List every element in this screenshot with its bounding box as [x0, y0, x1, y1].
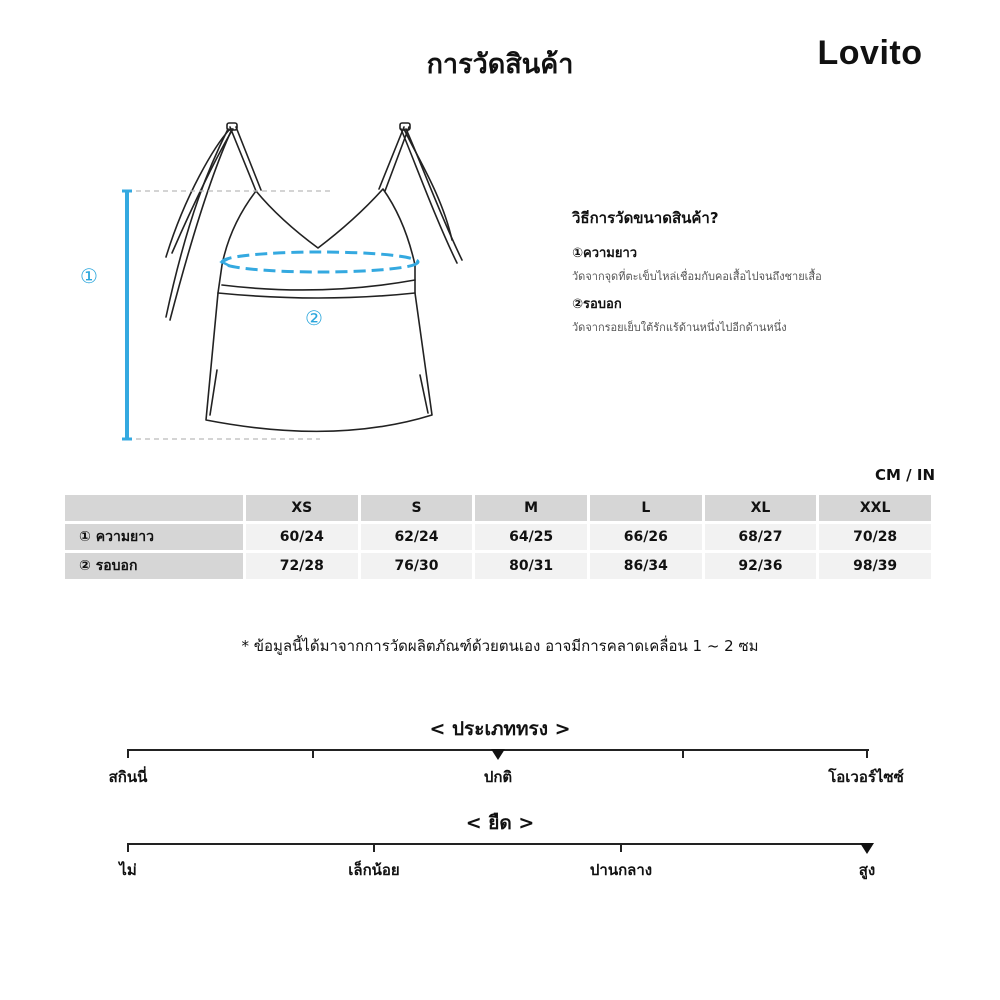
table-header-row — [65, 495, 931, 521]
stretch-label-none: ไม่ — [119, 861, 137, 879]
table-cell: 64/25 — [475, 524, 587, 550]
table-cell: 72/28 — [246, 553, 358, 579]
fit-label-regular: ปกติ — [483, 768, 513, 786]
fit-tick — [866, 749, 868, 758]
table-cell: 76/30 — [361, 553, 473, 579]
table-cell: 66/26 — [590, 524, 702, 550]
guide-length-desc: วัดจากจุดที่ตะเข็บไหล่เชื่อมกับคอเสื้อไปจนถึงชายเสื้อ — [572, 270, 822, 283]
table-cell: 70/28 — [819, 524, 931, 550]
stretch-tick — [373, 843, 375, 852]
size-header-s: S — [361, 495, 473, 521]
table-cell: 80/31 — [475, 553, 587, 579]
table-cell: 98/39 — [819, 553, 931, 579]
brand-logo: Lovito — [817, 34, 923, 72]
table-cell: 92/36 — [705, 553, 817, 579]
size-header-xs: XS — [246, 495, 358, 521]
measurement-note: * ข้อมูลนี้ได้มาจากการวัดผลิตภัณฑ์ด้วยตนเอง อาจมีการคลาดเคลื่อน 1 ~ 2 ซม — [241, 637, 759, 655]
stretch-scale-title: < ยืด > — [465, 812, 535, 834]
row-label-length: ① ความยาว — [65, 524, 243, 550]
table-cell: 62/24 — [361, 524, 473, 550]
size-header-l: L — [590, 495, 702, 521]
size-header-xl: XL — [705, 495, 817, 521]
guide-title: วิธีการวัดขนาดสินค้า? — [572, 209, 719, 227]
fit-tick — [127, 749, 129, 758]
bust-marker: ② — [305, 306, 323, 330]
guide-length-label: ①ความยาว — [572, 246, 638, 261]
fit-label-oversize: โอเวอร์ไซซ์ — [828, 768, 904, 786]
table-corner-cell — [65, 495, 243, 521]
table-row — [65, 553, 931, 579]
fit-label-skinny: สกินนี่ — [108, 768, 148, 786]
fit-scale-title: < ประเภททรง > — [429, 718, 571, 740]
fit-selected-marker — [491, 749, 505, 760]
size-header-xxl: XXL — [819, 495, 931, 521]
stretch-scale-line — [127, 843, 869, 845]
size-header-m: M — [475, 495, 587, 521]
fit-tick — [312, 749, 314, 758]
stretch-selected-marker — [860, 843, 874, 854]
guide-bust-desc: วัดจากรอยเย็บใต้รักแร้ด้านหนึ่งไปอีกด้านหนึ่ง — [572, 321, 787, 334]
row-label-bust: ② รอบอก — [65, 553, 243, 579]
stretch-tick — [127, 843, 129, 852]
left-tie-back — [166, 129, 230, 257]
length-marker: ① — [80, 264, 98, 288]
table-cell: 68/27 — [705, 524, 817, 550]
left-tie-front — [170, 129, 232, 320]
unit-label: CM / IN — [875, 466, 935, 484]
table-cell: 60/24 — [246, 524, 358, 550]
table-cell: 86/34 — [590, 553, 702, 579]
stretch-label-medium: ปานกลาง — [589, 861, 653, 879]
size-table — [62, 492, 934, 582]
stretch-tick — [620, 843, 622, 852]
measurement-guide — [572, 206, 972, 344]
table-row — [65, 524, 931, 550]
stretch-label-high: สูง — [858, 861, 876, 879]
bust-measure-ellipse — [222, 252, 418, 272]
fit-tick — [682, 749, 684, 758]
page-title: การวัดสินค้า — [426, 49, 574, 80]
stretch-label-slight: เล็กน้อย — [348, 861, 400, 879]
garment-diagram — [70, 115, 490, 455]
guide-bust-label: ②รอบอก — [572, 297, 622, 312]
